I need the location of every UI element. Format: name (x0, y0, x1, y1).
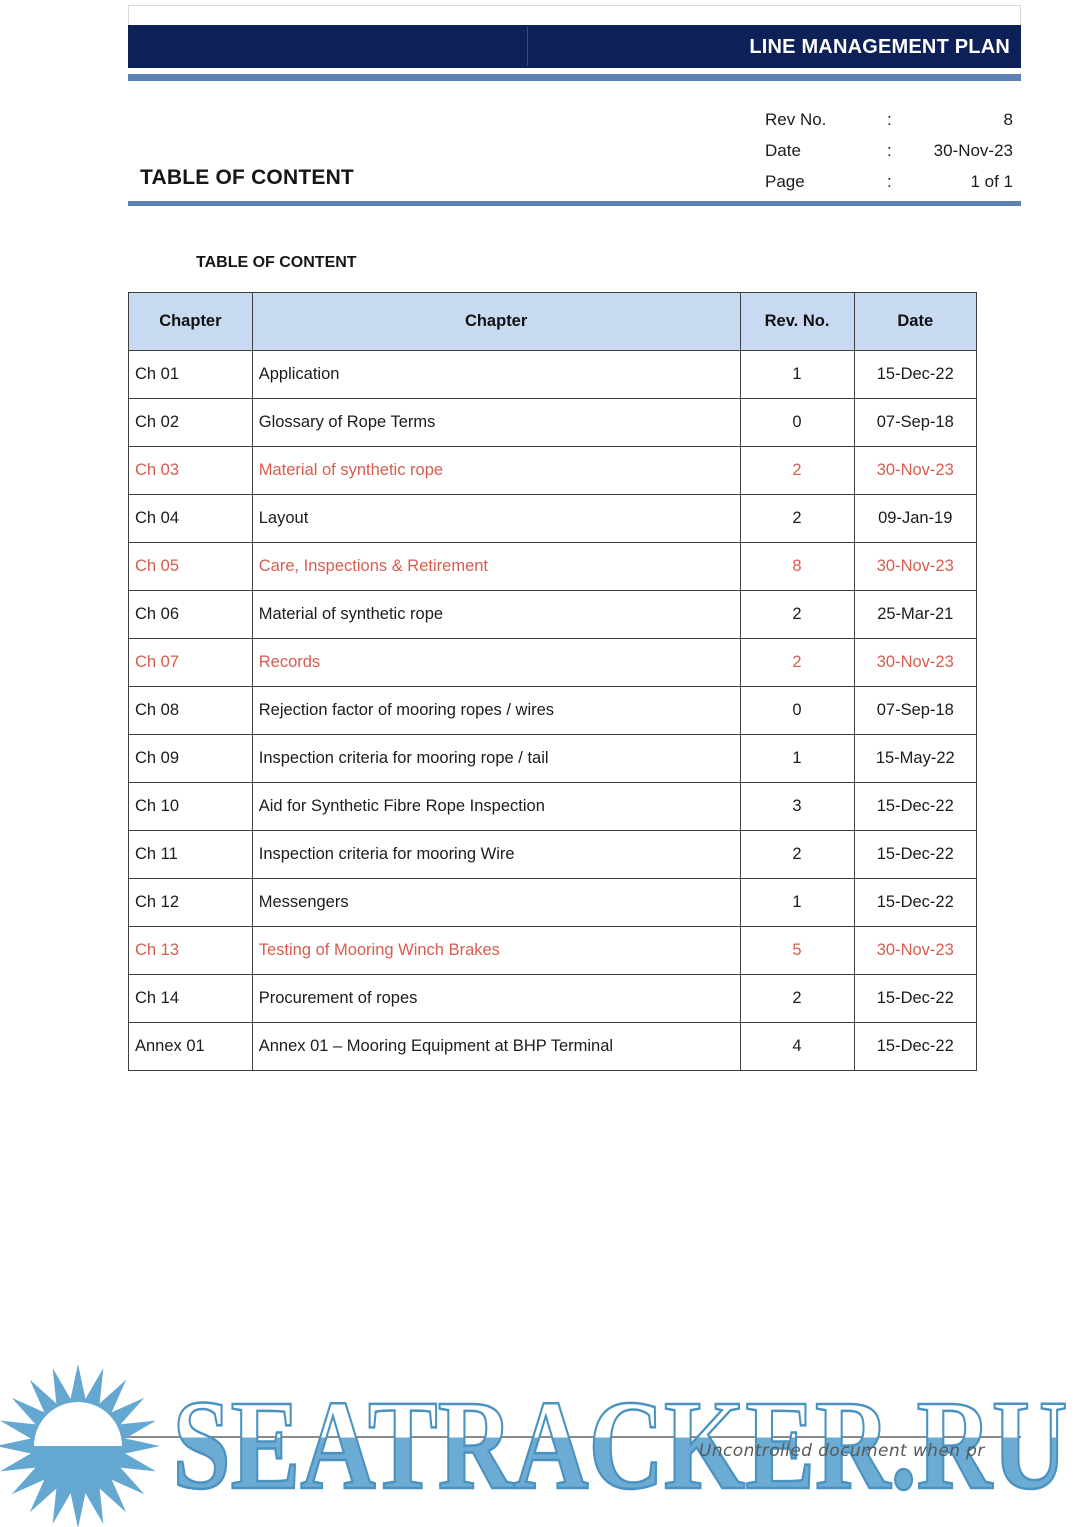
header-rule (128, 74, 1021, 81)
chapter-title-cell: Glossary of Rope Terms (252, 399, 740, 447)
date-cell: 15-Dec-22 (854, 1023, 976, 1071)
table-row (129, 927, 977, 975)
rev-no-cell: 2 (740, 975, 854, 1023)
chapter-title-cell: Testing of Mooring Winch Brakes (252, 927, 740, 975)
date-cell: 30-Nov-23 (854, 927, 976, 975)
chapter-no-cell: Ch 02 (129, 399, 253, 447)
chapter-no-cell: Ch 05 (129, 543, 253, 591)
date-cell: 15-May-22 (854, 735, 976, 783)
document-title: LINE MANAGEMENT PLAN (749, 36, 1010, 58)
sun-icon (0, 1356, 168, 1527)
table-row (129, 735, 977, 783)
table-header-row (129, 293, 977, 351)
chapter-no-cell: Ch 08 (129, 687, 253, 735)
rev-no-cell: 2 (740, 831, 854, 879)
chapter-no-cell: Ch 06 (129, 591, 253, 639)
rev-no-cell: 2 (740, 447, 854, 495)
date-cell: 15-Dec-22 (854, 783, 976, 831)
table-row (129, 1023, 977, 1071)
rev-no-cell: 4 (740, 1023, 854, 1071)
col-header-date: Date (854, 293, 976, 351)
table-row (129, 687, 977, 735)
meta-value: 1 of 1 (970, 172, 1013, 191)
meta-separator: : (887, 141, 892, 160)
table-row (129, 543, 977, 591)
chapter-title-cell: Material of synthetic rope (252, 591, 740, 639)
rev-no-cell: 2 (740, 639, 854, 687)
chapter-title-cell: Inspection criteria for mooring rope / tail (252, 735, 740, 783)
title-bar-divider (527, 27, 528, 66)
meta-label: Page (765, 172, 805, 191)
toc-table (128, 292, 977, 1071)
chapter-no-cell: Ch 11 (129, 831, 253, 879)
rev-no-cell: 2 (740, 591, 854, 639)
meta-label: Date (765, 141, 801, 160)
date-cell: 30-Nov-23 (854, 447, 976, 495)
chapter-no-cell: Ch 07 (129, 639, 253, 687)
chapter-no-cell: Ch 12 (129, 879, 253, 927)
chapter-title-cell: Inspection criteria for mooring Wire (252, 831, 740, 879)
date-cell: 07-Sep-18 (854, 399, 976, 447)
page-title: TABLE OF CONTENT (140, 166, 354, 189)
chapter-title-cell: Layout (252, 495, 740, 543)
date-cell: 07-Sep-18 (854, 687, 976, 735)
table-row (129, 783, 977, 831)
rev-no-cell: 0 (740, 687, 854, 735)
table-row (129, 351, 977, 399)
rev-no-cell: 8 (740, 543, 854, 591)
rev-no-cell: 1 (740, 879, 854, 927)
col-header-chapter-no: Chapter (129, 293, 253, 351)
meta-value: 8 (1003, 110, 1013, 129)
toc-table-body (129, 351, 977, 1071)
date-cell: 15-Dec-22 (854, 879, 976, 927)
table-row (129, 495, 977, 543)
table-row (129, 639, 977, 687)
date-cell: 25-Mar-21 (854, 591, 976, 639)
table-row (129, 447, 977, 495)
chapter-no-cell: Ch 01 (129, 351, 253, 399)
chapter-title-cell: Procurement of ropes (252, 975, 740, 1023)
col-header-chapter-title: Chapter (252, 293, 740, 351)
chapter-no-cell: Annex 01 (129, 1023, 253, 1071)
date-cell: 15-Dec-22 (854, 975, 976, 1023)
title-rule (128, 201, 1021, 206)
chapter-no-cell: Ch 09 (129, 735, 253, 783)
table-row (129, 975, 977, 1023)
table-row (129, 399, 977, 447)
footer-disclaimer: Uncontrolled document when pr (699, 1441, 985, 1461)
chapter-title-cell: Annex 01 – Mooring Equipment at BHP Terminal (252, 1023, 740, 1071)
chapter-no-cell: Ch 13 (129, 927, 253, 975)
date-cell: 30-Nov-23 (854, 639, 976, 687)
document-title-bar (128, 25, 1021, 68)
meta-row-rev (765, 104, 1013, 135)
chapter-title-cell: Care, Inspections & Retirement (252, 543, 740, 591)
date-cell: 09-Jan-19 (854, 495, 976, 543)
meta-label: Rev No. (765, 110, 827, 129)
chapter-title-cell: Application (252, 351, 740, 399)
watermark-text: SEATRACKER.RU (172, 1385, 1068, 1510)
table-row (129, 879, 977, 927)
rev-no-cell: 0 (740, 399, 854, 447)
chapter-no-cell: Ch 03 (129, 447, 253, 495)
col-header-rev-no: Rev. No. (740, 293, 854, 351)
date-cell: 15-Dec-22 (854, 831, 976, 879)
chapter-title-cell: Aid for Synthetic Fibre Rope Inspection (252, 783, 740, 831)
meta-separator: : (887, 110, 892, 129)
header-table-border (128, 5, 1021, 26)
chapter-no-cell: Ch 04 (129, 495, 253, 543)
chapter-title-cell: Rejection factor of mooring ropes / wires (252, 687, 740, 735)
rev-no-cell: 1 (740, 735, 854, 783)
date-cell: 15-Dec-22 (854, 351, 976, 399)
chapter-title-cell: Messengers (252, 879, 740, 927)
toc-heading: TABLE OF CONTENT (196, 254, 357, 271)
rev-no-cell: 3 (740, 783, 854, 831)
date-cell: 30-Nov-23 (854, 543, 976, 591)
meta-row-page (765, 166, 1013, 197)
table-row (129, 831, 977, 879)
chapter-no-cell: Ch 14 (129, 975, 253, 1023)
meta-value: 30-Nov-23 (933, 141, 1013, 160)
rev-no-cell: 2 (740, 495, 854, 543)
rev-no-cell: 1 (740, 351, 854, 399)
table-row (129, 591, 977, 639)
revision-meta (765, 104, 1013, 197)
rev-no-cell: 5 (740, 927, 854, 975)
chapter-title-cell: Records (252, 639, 740, 687)
chapter-title-cell: Material of synthetic rope (252, 447, 740, 495)
chapter-no-cell: Ch 10 (129, 783, 253, 831)
meta-separator: : (887, 172, 892, 191)
meta-row-date (765, 135, 1013, 166)
